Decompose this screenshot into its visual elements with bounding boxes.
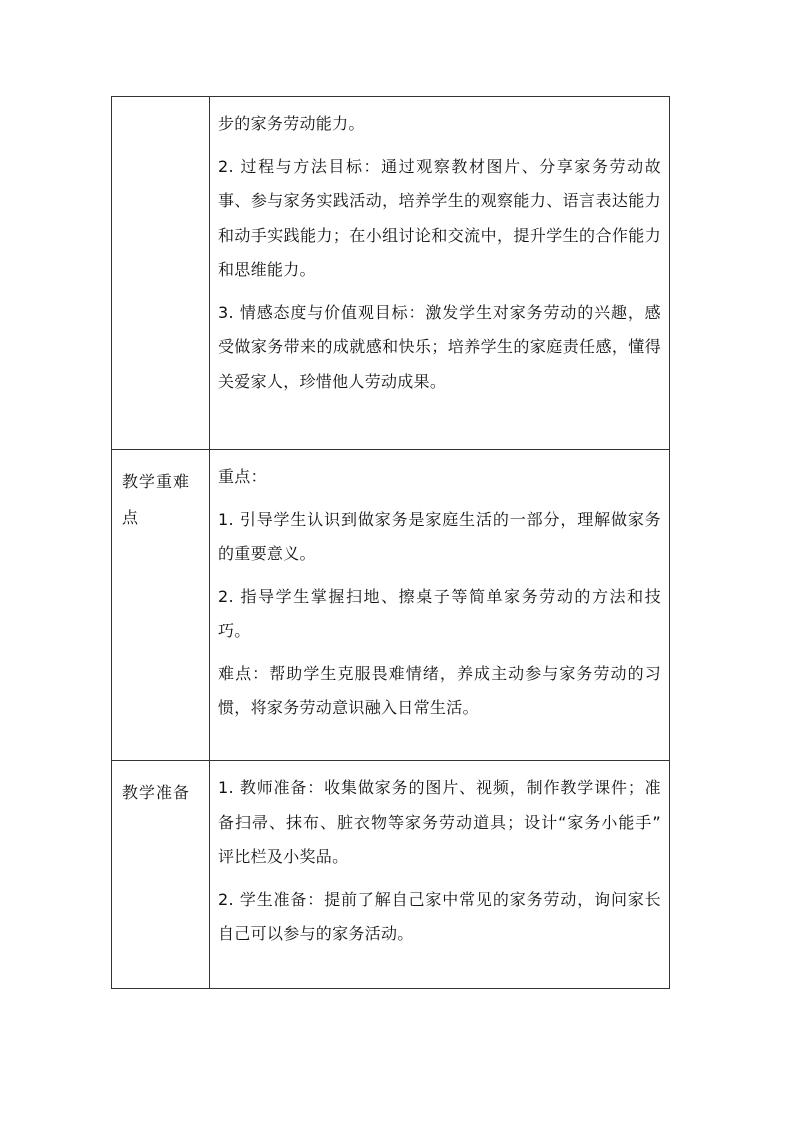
objectives-paragraph-2: 2. 过程与方法目标：通过观察教材图片、分享家务劳动故事、参与家务实践活动，培养学生的观察能力、语言表达能力和动手实践能力；在小组讨论和交流中，提升学生的合作能力和思维能力。 xyxy=(218,156,661,279)
lesson-plan-table xyxy=(111,96,670,989)
row-content-key-difficult-points xyxy=(210,450,670,761)
row-label-objectives xyxy=(112,97,210,450)
objectives-paragraph-1: 步的家务劳动能力。 xyxy=(218,114,365,133)
row-content-objectives xyxy=(210,97,670,450)
table-row-preparation xyxy=(112,761,670,989)
row-label-key-difficult-points: 教学重难点 xyxy=(112,450,210,761)
student-preparation: 2. 学生准备：提前了解自己家中常见的家务劳动，询问家长自己可以参与的家务活动。 xyxy=(218,889,661,943)
table-row-objectives xyxy=(112,97,670,450)
key-points-heading: 重点： xyxy=(218,467,267,486)
teacher-preparation: 1. 教师准备：收集做家务的图片、视频，制作教学课件；准备扫帚、抹布、脏衣物等家务劳动道具；设计“家务小能手” 评比栏及小奖品。 xyxy=(218,778,661,866)
objectives-paragraph-3: 3. 情感态度与价值观目标：激发学生对家务劳动的兴趣，感受做家务带来的成就感和快乐；培养学生的家庭责任感，懂得关爱家人，珍惜他人劳动成果。 xyxy=(218,302,661,391)
difficult-point: 难点：帮助学生克服畏难情绪，养成主动参与家务劳动的习惯，将家务劳动意识融入日常生活。 xyxy=(218,663,661,717)
row-label-preparation: 教学准备 xyxy=(112,761,210,989)
row-content-preparation xyxy=(210,761,670,989)
key-point-1: 1. 引导学生认识到做家务是家庭生活的一部分，理解做家务的重要意义。 xyxy=(218,509,661,563)
key-point-2: 2. 指导学生掌握扫地、擦桌子等简单家务劳动的方法和技巧。 xyxy=(218,586,661,640)
table-row-key-difficult-points xyxy=(112,450,670,761)
